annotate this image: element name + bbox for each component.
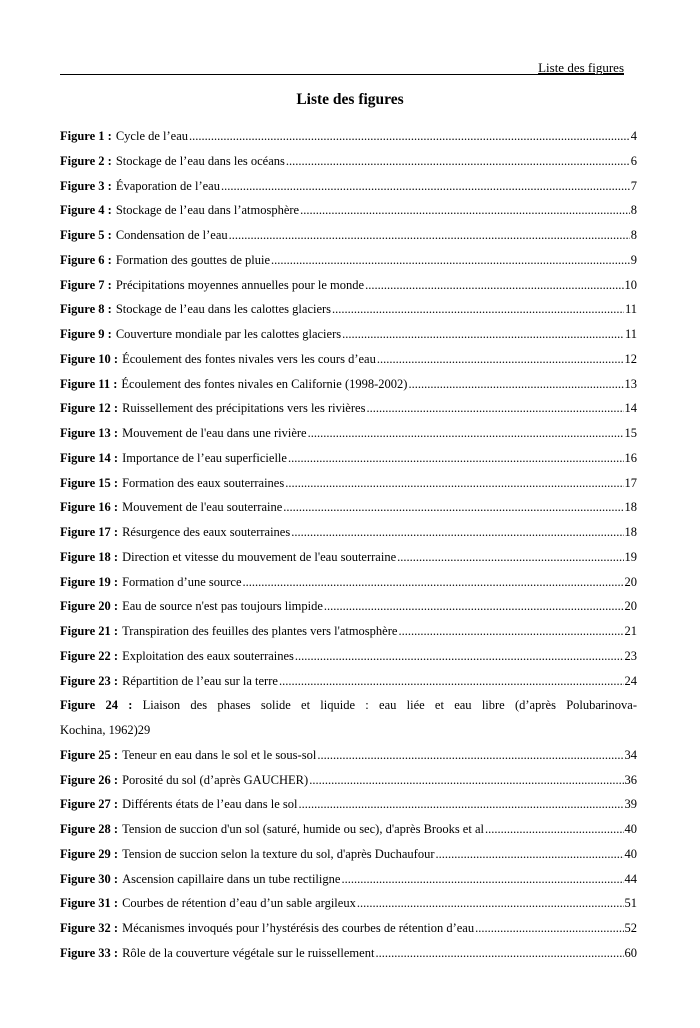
page-number: 36 [624,772,637,787]
figure-label: Figure 20 : [60,599,119,614]
figure-entry[interactable] [60,372,637,397]
figure-label: Figure 15 : [60,475,119,490]
page-number: 20 [624,574,637,589]
page-number: 4 [630,129,637,143]
figure-label: Figure 4 : [60,203,112,218]
figure-entry[interactable] [60,396,637,421]
figure-entry[interactable] [60,495,637,520]
figure-title: Mouvement de l'eau dans une rivière [122,426,307,440]
figure-title: Rôle de la couverture végétale sur le ruissellement [122,945,375,960]
page-number: 18 [624,525,637,539]
page-number: 8 [630,228,637,242]
dot-leader [243,570,624,595]
figure-label: Figure 19 : [60,574,119,589]
figure-title: Formation des eaux souterraines [122,475,285,490]
dot-leader [229,223,630,248]
figure-title: Direction et vitesse du mouvement de l'eau souterraine [122,549,397,564]
figure-entry[interactable] [60,149,637,174]
figure-entry[interactable] [60,545,637,570]
figure-list [60,124,637,966]
dot-leader [317,743,623,768]
figure-entry[interactable] [60,743,637,768]
dot-leader [299,792,624,817]
figure-label: Figure 17 : [60,525,119,539]
page-number: 52 [624,921,637,935]
page-number: 6 [630,153,637,168]
figure-entry[interactable] [60,768,637,793]
page-number: 39 [624,797,637,812]
figure-entry[interactable] [60,124,637,149]
figure-title: Couverture mondiale par les calottes glaciers [115,327,342,341]
figure-entry[interactable] [60,792,637,817]
page-number: 23 [624,648,637,663]
figure-entry[interactable] [60,322,637,347]
dot-leader [308,421,624,446]
figure-label: Figure 5 : [60,228,112,242]
figure-entry[interactable] [60,619,637,644]
figure-label: Figure 1 : [60,129,112,143]
page-number: 9 [630,252,637,267]
figure-title: Différents états de l’eau dans le sol [122,797,298,812]
figure-entry-24[interactable] [60,693,637,743]
figure-title: Porosité du sol (d’après GAUCHER) [122,772,309,787]
figure-title-part1: Liaison des phases solide et liquide : eau liée et eau libre (d’après Polubarinova- [142,698,638,713]
figure-label: Figure 30 : [60,871,119,886]
dot-leader [279,669,624,694]
figure-title: Ascension capillaire dans un tube rectiligne [122,871,341,886]
figure-label: Figure 2 : [60,153,112,168]
page-number: 14 [624,401,637,416]
page-number: 19 [624,549,637,564]
figure-title: Teneur en eau dans le sol et le sous-sol [122,747,317,762]
page-number: 16 [624,450,637,465]
figure-title: Formation des gouttes de pluie [115,252,270,267]
figure-entry[interactable] [60,570,637,595]
page-number: 21 [624,624,637,638]
figure-title-part2: Kochina, 1962) [60,723,138,737]
figure-label: Figure 8 : [60,302,112,317]
page-number: 13 [624,376,637,391]
figure-title: Courbes de rétention d’eau d’un sable argileux [122,896,356,911]
figure-title: Précipitations moyennes annuelles pour le monde [115,277,365,292]
figure-title: Répartition de l’eau sur la terre [122,673,278,688]
figure-entry[interactable] [60,520,637,545]
figure-entry-24-line2 [60,718,637,743]
figure-title: Écoulement des fontes nivales vers les cours d’eau [122,351,376,366]
figure-label: Figure 13 : [60,426,119,440]
figure-label: Figure 28 : [60,822,119,836]
figure-entry[interactable] [60,669,637,694]
dot-leader [397,545,623,570]
dot-leader [408,372,623,397]
figure-title: Stockage de l’eau dans l’atmosphère [115,203,300,218]
figure-title: Résurgence des eaux souterraines [122,525,291,539]
dot-leader [300,198,630,223]
page-number: 40 [624,822,637,836]
dot-leader [366,396,623,421]
page-number: 24 [624,673,637,688]
page-number: 7 [630,178,637,193]
figure-label: Figure 11 : [60,376,118,391]
dot-leader [341,867,623,892]
figure-entry[interactable] [60,644,637,669]
figure-entry[interactable] [60,248,637,273]
dot-leader [271,248,630,273]
figure-entry[interactable] [60,867,637,892]
dot-leader [286,149,630,174]
page-number: 51 [624,896,637,911]
page-number: 40 [624,846,637,861]
figure-label: Figure 24 : [60,698,133,713]
figure-entry[interactable] [60,471,637,496]
figure-title: Mécanismes invoqués pour l’hystérésis des courbes de rétention d’eau [122,921,475,935]
figure-label: Figure 14 : [60,450,119,465]
page-number: 44 [624,871,637,886]
page-number: 18 [624,500,637,515]
page-number: 34 [624,747,637,762]
figure-label: Figure 33 : [60,945,119,960]
dot-leader [285,471,623,496]
figure-entry[interactable] [60,842,637,867]
page-number: 11 [624,327,637,341]
dot-leader [332,297,624,322]
dot-leader [288,446,624,471]
dot-leader [365,273,623,298]
figure-label: Figure 18 : [60,549,119,564]
page-number: 29 [137,723,151,737]
figure-entry-24-line1 [60,693,637,718]
dot-leader [221,174,630,199]
figure-label: Figure 27 : [60,797,119,812]
figure-label: Figure 26 : [60,772,119,787]
dot-leader [291,520,623,545]
figure-entry[interactable] [60,941,637,966]
figure-title: Exploitation des eaux souterraines [122,648,294,663]
page-number: 12 [624,351,637,366]
figure-label: Figure 7 : [60,277,112,292]
figure-title: Stockage de l’eau dans les calottes glaciers [115,302,332,317]
figure-entry[interactable] [60,446,637,471]
figure-title: Eau de source n'est pas toujours limpide [122,599,323,614]
figure-title: Écoulement des fontes nivales en Californie (1998-2002) [121,376,408,391]
dot-leader [189,124,630,149]
figure-title: Condensation de l’eau [115,228,228,242]
figure-entry[interactable] [60,273,637,298]
dot-leader [357,891,624,916]
figure-entry[interactable] [60,891,637,916]
figure-entry[interactable] [60,174,637,199]
figure-entry[interactable] [60,594,637,619]
figure-title: Transpiration des feuilles des plantes vers l'atmosphère [122,624,398,638]
figure-label: Figure 6 : [60,252,112,267]
figure-entry[interactable] [60,916,637,941]
figure-label: Figure 32 : [60,921,119,935]
figure-label: Figure 21 : [60,624,119,638]
page-title: Liste des figures [296,91,404,108]
running-header: Liste des figures [538,60,624,75]
figure-label: Figure 22 : [60,648,119,663]
figure-label: Figure 9 : [60,327,112,341]
dot-leader [295,644,624,669]
page-number: 8 [630,203,637,218]
dot-leader [398,619,623,644]
figure-label: Figure 23 : [60,673,119,688]
figure-title: Tension de succion d'un sol (saturé, humide ou sec), d'après Brooks et al [122,822,484,836]
figure-title: Mouvement de l'eau souterraine [122,500,283,515]
figure-title: Ruissellement des précipitations vers les rivières [122,401,366,416]
figure-label: Figure 12 : [60,401,119,416]
figure-label: Figure 10 : [60,351,119,366]
dot-leader [283,495,623,520]
page-number: 10 [624,277,637,292]
figure-label: Figure 31 : [60,896,119,911]
figure-title: Formation d’une source [122,574,242,589]
page-number: 17 [624,475,637,490]
figure-title: Stockage de l’eau dans les océans [115,153,285,168]
page-number: 60 [624,945,637,960]
figure-title: Tension de succion selon la texture du sol, d'après Duchaufour [122,846,435,861]
page-number: 11 [624,302,637,317]
figure-entry[interactable] [60,223,637,248]
figure-title: Évaporation de l’eau [115,178,220,193]
figure-label: Figure 3 : [60,178,112,193]
figure-entry[interactable] [60,817,637,842]
dot-leader [324,594,624,619]
dot-leader [342,322,624,347]
figure-entry[interactable] [60,347,637,372]
header-divider [60,74,624,75]
dot-leader [436,842,624,867]
page-number: 20 [624,599,637,614]
figure-title: Cycle de l’eau [115,129,189,143]
dot-leader [377,347,624,372]
dot-leader [309,768,623,793]
figure-label: Figure 25 : [60,747,119,762]
page-number: 15 [624,426,637,440]
figure-entry[interactable] [60,421,637,446]
figure-label: Figure 29 : [60,846,119,861]
dot-leader [485,817,624,842]
figure-title: Importance de l’eau superficielle [122,450,287,465]
dot-leader [475,916,623,941]
figure-label: Figure 16 : [60,500,119,515]
dot-leader [375,941,623,966]
figure-entry[interactable] [60,297,637,322]
figure-entry[interactable] [60,198,637,223]
